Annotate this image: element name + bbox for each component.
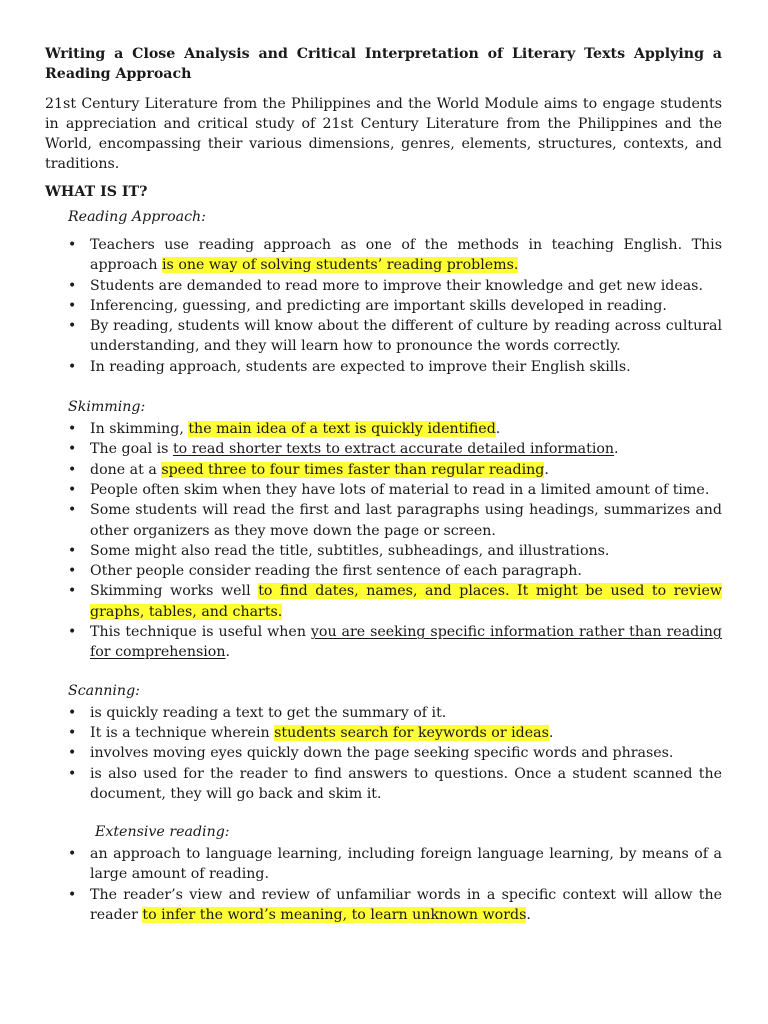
bullet-icon: • bbox=[68, 542, 77, 559]
highlight: is one way of solving students’ reading problems. bbox=[162, 257, 519, 274]
list-item: • People often skim when they have lots of material to read in a limited amount of time. bbox=[45, 480, 722, 500]
list-item: • Skimming works well to find dates, names, and places. It might be used to review graphs, tables, and charts. bbox=[68, 583, 722, 620]
list-item: • By reading, students will know about the different of culture by reading across cultural understanding, and they will learn how to pronounce the words correctly. bbox=[68, 318, 722, 355]
bullet-icon: • bbox=[68, 704, 77, 721]
bullet-icon: • bbox=[68, 724, 77, 741]
bullet-icon: • bbox=[68, 745, 77, 762]
underlined-text: you are seeking specific information rather than reading for comprehension bbox=[90, 624, 723, 661]
intro-paragraph: 21st Century Literature from the Philippines and the World Module aims to engage students in appreciation and critical study of 21st Century Literature from the Philippines and the World, encompassing their various dimensions, genres, elements, structures, contexts, and traditions. bbox=[45, 96, 722, 172]
bullet-icon: • bbox=[68, 765, 77, 782]
bullet-icon: • bbox=[68, 421, 77, 438]
list-item: • done at a speed three to four times faster than regular reading. bbox=[45, 460, 722, 480]
list-item: • Some students will read the first and last paragraphs using headings, summarizes and other organizers as they move down the page or screen. bbox=[68, 502, 722, 539]
underlined-text: to read shorter texts to extract accurate detailed information bbox=[172, 441, 615, 458]
bullet-icon: • bbox=[68, 237, 77, 253]
extensive-reading-label: Extensive reading: bbox=[95, 824, 230, 841]
bullet-icon: • bbox=[68, 461, 77, 478]
highlight: to infer the word’s meaning, to learn unknown words bbox=[142, 907, 527, 924]
bullet-icon: • bbox=[68, 277, 77, 294]
list-item: • It is a technique wherein students search for keywords or ideas. bbox=[45, 723, 722, 743]
extensive-reading-list bbox=[45, 844, 722, 925]
bullet-icon: • bbox=[68, 583, 77, 600]
reading-approach-label: Reading Approach: bbox=[68, 209, 206, 225]
list-item: • Inferencing, guessing, and predicting are important skills developed in reading. bbox=[45, 296, 722, 316]
list-item: • Some might also read the title, subtitles, subheadings, and illustrations. bbox=[45, 541, 722, 561]
bullet-icon: • bbox=[68, 502, 77, 519]
section-heading: WHAT IS IT? bbox=[45, 184, 148, 200]
bullet-icon: • bbox=[68, 297, 77, 314]
skimming-label: Skimming: bbox=[68, 399, 146, 416]
bullet-icon: • bbox=[68, 358, 77, 375]
list-item: • is quickly reading a text to get the summary of it. bbox=[45, 703, 722, 723]
highlight: the main idea of a text is quickly identified bbox=[188, 421, 496, 438]
highlight: speed three to four times faster than regular reading bbox=[161, 461, 545, 478]
list-item: • Other people consider reading the first sentence of each paragraph. bbox=[45, 561, 722, 581]
list-item: • an approach to language learning, including foreign language learning, by means of a large amount of reading. bbox=[68, 846, 722, 883]
scanning-list bbox=[45, 703, 722, 804]
highlight: students search for keywords or ideas bbox=[274, 724, 549, 741]
bullet-icon: • bbox=[68, 886, 77, 903]
list-item: • Students are demanded to read more to improve their knowledge and get new ideas. bbox=[45, 276, 722, 296]
list-item: • involves moving eyes quickly down the page seeking specific words and phrases. bbox=[45, 743, 722, 763]
document-title: Writing a Close Analysis and Critical Interpretation of Literary Texts Applying a Reading Approach bbox=[45, 46, 722, 82]
reading-approach-list bbox=[45, 235, 722, 377]
list-item: • In reading approach, students are expected to improve their English skills. bbox=[45, 357, 722, 377]
scanning-label: Scanning: bbox=[68, 682, 140, 699]
bullet-icon: • bbox=[68, 481, 77, 498]
list-item: • The reader’s view and review of unfamiliar words in a specific context will allow the reader to infer the word’s meaning, to learn unknown words. bbox=[68, 886, 722, 924]
skimming-list bbox=[45, 419, 722, 663]
list-item: • Teachers use reading approach as one of the methods in teaching English. This approach is one way of solving students’ reading problems. bbox=[68, 237, 722, 274]
bullet-icon: • bbox=[68, 441, 77, 458]
list-item: • The goal is to read shorter texts to extract accurate detailed information. bbox=[45, 439, 722, 459]
bullet-icon: • bbox=[68, 846, 77, 863]
list-item: • This technique is useful when you are seeking specific information rather than reading for comprehension. bbox=[68, 624, 723, 661]
highlight: to find dates, names, and places. It might be used to review graphs, tables, and charts. bbox=[90, 583, 722, 620]
list-item: • is also used for the reader to find answers to questions. Once a student scanned the document, they will go back and skim it. bbox=[68, 765, 722, 802]
list-item: • In skimming, the main idea of a text is quickly identified. bbox=[45, 419, 722, 439]
bullet-icon: • bbox=[68, 563, 77, 580]
bullet-icon: • bbox=[68, 624, 77, 641]
bullet-icon: • bbox=[68, 318, 77, 335]
